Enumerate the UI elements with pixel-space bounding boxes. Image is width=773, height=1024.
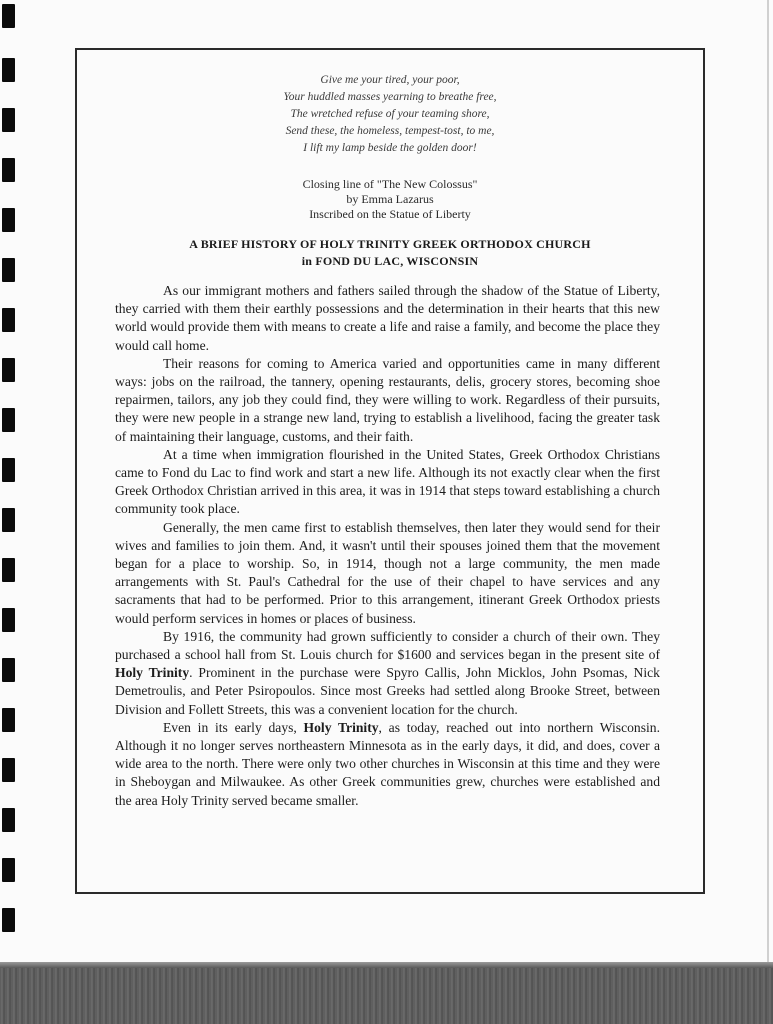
poem-line: I lift my lamp beside the golden door! (303, 142, 477, 154)
binding-hole (2, 108, 15, 132)
binding-hole (2, 258, 15, 282)
paragraph: As our immigrant mothers and fathers sailed through the shadow of the Statue of Liberty, they carried with them their earthly possessions and the determination in their hearts that this new world would provide them with means to create a life and raise a family, and become the place they would call home. (115, 283, 660, 353)
attribution-line: by Emma Lazarus (346, 192, 434, 206)
poem-line: Send these, the homeless, tempest-tost, to me, (285, 125, 495, 137)
binding-hole (2, 358, 15, 382)
binding-hole (2, 758, 15, 782)
attribution-line: Closing line of "The New Colossus" (302, 177, 478, 191)
binding-hole (2, 458, 15, 482)
heading-line: A BRIEF HISTORY OF HOLY TRINITY GREEK ORTHODOX CHURCH (189, 237, 591, 251)
binding-hole (2, 808, 15, 832)
binding-hole (2, 58, 15, 82)
scanner-edge-band (0, 962, 773, 1024)
history-text (115, 282, 660, 810)
document-heading (100, 236, 680, 270)
paragraph-text: . Prominent in the purchase were Spyro Callis, John Micklos, John Psomas, Nick Demetroulis, and Peter Psiropoulos. Since most Greeks had settled along Brooke Street, between Division and Follett Streets, this was a convenient location for the church. (115, 665, 660, 717)
binding-hole (2, 858, 15, 882)
binding-hole (2, 4, 15, 28)
paragraph: Generally, the men came first to establish themselves, then later they would send for their wives and families to join them. And, it wasn't until their spouses joined them that the movement began for a place to worship. So, in 1914, though not a large community, the men made arrangements with St. Paul's Cathedral for the use of their chapel to have services and any sacraments that had to be performed. Prior to this arrangement, itinerant Greek Orthodox priests would perform services in homes or places of business. (115, 519, 660, 626)
poem-attribution (190, 177, 590, 222)
attribution-line: Inscribed on the Statue of Liberty (309, 207, 471, 221)
binding-hole (2, 208, 15, 232)
paragraph-text: By 1916, the community had grown sufficiently to consider a church of their own. They purchased a school hall from St. Louis church for $1600 and services began in the present site of (115, 628, 660, 663)
binding-hole (2, 308, 15, 332)
poem-line: Give me your tired, your poor, (320, 74, 460, 86)
paragraph-text: Even in its early days, (163, 719, 304, 735)
binding-holes (0, 0, 20, 960)
paragraph: At a time when immigration flourished in the United States, Greek Orthodox Christians came to Fond du Lac to find work and start a new life. Although its not exactly clear when the first Greek Orthodox Christian arrived in this area, it was in 1914 that steps toward establishing a church community took place. (115, 446, 660, 517)
poem-quote (190, 72, 590, 157)
poem-line: Your huddled masses yearning to breathe free, (283, 91, 497, 103)
church-name: Holy Trinity (115, 665, 190, 681)
binding-hole (2, 408, 15, 432)
paragraph (115, 719, 660, 810)
binding-hole (2, 558, 15, 582)
binding-hole (2, 158, 15, 182)
binding-hole (2, 608, 15, 632)
binding-hole (2, 908, 15, 932)
paragraph-text: , as today, reached out into northern Wisconsin. Although it no longer serves northeastern Minnesota as in the early days, it did, and does, cover a wide area to the north. There were only two other churches in Wisconsin at this time and they were in Sheboygan and Milwaukee. As other Greek communities grew, churches were established and the area Holy Trinity served became smaller. (115, 719, 660, 808)
binding-hole (2, 708, 15, 732)
paragraph (115, 628, 660, 719)
church-name: Holy Trinity (303, 719, 379, 735)
paragraph: Their reasons for coming to America varied and opportunities came in many different ways: jobs on the railroad, the tannery, opening restaurants, delis, grocery stores, becoming shoe repairmen, tailors, any job they could find, they were willing to work. Regardless of their pursuits, they were new people in a strange new land, trying to establish a livelihood, facing the greater task of maintaining their language, customs, and their faith. (115, 355, 660, 444)
binding-hole (2, 508, 15, 532)
poem-line: The wretched refuse of your teaming shore, (290, 108, 490, 120)
page-edge (767, 0, 769, 1024)
binding-hole (2, 658, 15, 682)
heading-line: in FOND DU LAC, WISCONSIN (301, 254, 479, 268)
